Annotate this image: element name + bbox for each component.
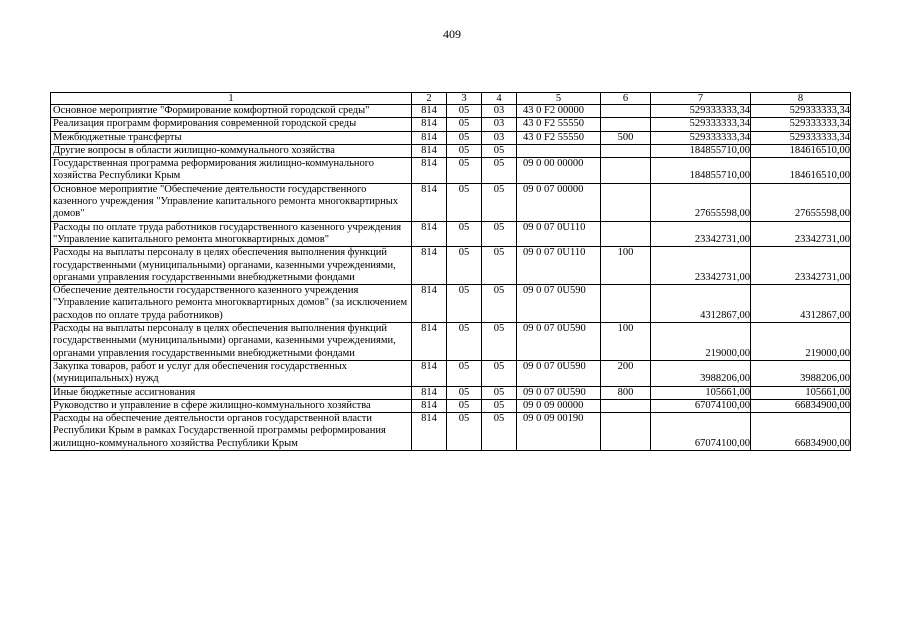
row-name: Реализация программ формирования современной городской среды bbox=[51, 118, 412, 131]
row-target-code: 43 0 F2 55550 bbox=[517, 131, 601, 144]
row-sum-1: 23342731,00 bbox=[651, 247, 751, 285]
row-section: 05 bbox=[447, 105, 482, 118]
row-section: 05 bbox=[447, 183, 482, 221]
row-section: 05 bbox=[447, 285, 482, 323]
column-header: 4 bbox=[482, 93, 517, 105]
row-sum-1: 529333333,34 bbox=[651, 131, 751, 144]
column-header: 8 bbox=[751, 93, 851, 105]
row-ministry: 814 bbox=[412, 158, 447, 184]
column-header: 5 bbox=[517, 93, 601, 105]
row-name: Иные бюджетные ассигнования bbox=[51, 386, 412, 399]
row-section: 05 bbox=[447, 413, 482, 451]
row-sum-2: 529333333,34 bbox=[751, 131, 851, 144]
row-expense-type bbox=[601, 183, 651, 221]
row-section: 05 bbox=[447, 118, 482, 131]
row-sum-2: 219000,00 bbox=[751, 323, 851, 361]
table-row bbox=[51, 105, 851, 118]
row-name: Закупка товаров, работ и услуг для обеспечения государственных (муниципальных) нужд bbox=[51, 360, 412, 386]
row-ministry: 814 bbox=[412, 323, 447, 361]
row-name: Основное мероприятие "Обеспечение деятельности государственного казенного учреждения "Управление капитального ремонта многоквартирных домов" bbox=[51, 183, 412, 221]
row-sum-2: 23342731,00 bbox=[751, 247, 851, 285]
row-name: Обеспечение деятельности государственного казенного учреждения "Управление капитального ремонта многоквартирных домов" (за исключением расходов по оплате труда работников) bbox=[51, 285, 412, 323]
row-section: 05 bbox=[447, 144, 482, 157]
row-subsection: 05 bbox=[482, 183, 517, 221]
row-ministry: 814 bbox=[412, 413, 447, 451]
row-ministry: 814 bbox=[412, 360, 447, 386]
row-expense-type bbox=[601, 285, 651, 323]
row-section: 05 bbox=[447, 360, 482, 386]
row-name: Расходы на обеспечение деятельности органов государственной власти Республики Крым в рамках Государственной программы реформирования жилищно-коммунального хозяйства Республики Крым bbox=[51, 413, 412, 451]
table-row bbox=[51, 285, 851, 323]
row-name: Межбюджетные трансферты bbox=[51, 131, 412, 144]
row-target-code: 09 0 07 0U590 bbox=[517, 285, 601, 323]
row-sum-2: 184616510,00 bbox=[751, 144, 851, 157]
row-sum-1: 27655598,00 bbox=[651, 183, 751, 221]
row-ministry: 814 bbox=[412, 247, 447, 285]
row-expense-type bbox=[601, 144, 651, 157]
row-ministry: 814 bbox=[412, 399, 447, 412]
table-row bbox=[51, 183, 851, 221]
row-section: 05 bbox=[447, 131, 482, 144]
row-expense-type bbox=[601, 221, 651, 247]
row-sum-2: 184616510,00 bbox=[751, 158, 851, 184]
row-sum-1: 67074100,00 bbox=[651, 413, 751, 451]
row-section: 05 bbox=[447, 247, 482, 285]
page-number: 409 bbox=[443, 27, 461, 41]
row-expense-type bbox=[601, 105, 651, 118]
row-target-code: 09 0 00 00000 bbox=[517, 158, 601, 184]
row-sum-1: 219000,00 bbox=[651, 323, 751, 361]
row-target-code: 09 0 09 00000 bbox=[517, 399, 601, 412]
row-sum-2: 529333333,34 bbox=[751, 118, 851, 131]
row-expense-type bbox=[601, 413, 651, 451]
row-section: 05 bbox=[447, 158, 482, 184]
column-header: 1 bbox=[51, 93, 412, 105]
row-target-code: 09 0 07 0U590 bbox=[517, 360, 601, 386]
row-expense-type: 800 bbox=[601, 386, 651, 399]
row-subsection: 05 bbox=[482, 144, 517, 157]
row-subsection: 03 bbox=[482, 118, 517, 131]
row-sum-1: 184855710,00 bbox=[651, 144, 751, 157]
row-subsection: 03 bbox=[482, 105, 517, 118]
row-sum-1: 529333333,34 bbox=[651, 105, 751, 118]
row-target-code: 09 0 07 0U110 bbox=[517, 221, 601, 247]
table-row bbox=[51, 131, 851, 144]
column-header: 7 bbox=[651, 93, 751, 105]
row-section: 05 bbox=[447, 323, 482, 361]
row-ministry: 814 bbox=[412, 131, 447, 144]
table-row bbox=[51, 323, 851, 361]
row-subsection: 05 bbox=[482, 399, 517, 412]
table-row bbox=[51, 221, 851, 247]
table-row bbox=[51, 247, 851, 285]
table-row bbox=[51, 399, 851, 412]
row-expense-type bbox=[601, 118, 651, 131]
row-ministry: 814 bbox=[412, 386, 447, 399]
row-target-code: 09 0 07 0U110 bbox=[517, 247, 601, 285]
budget-table bbox=[50, 92, 851, 451]
row-target-code: 43 0 F2 55550 bbox=[517, 118, 601, 131]
row-sum-2: 66834900,00 bbox=[751, 399, 851, 412]
row-expense-type: 100 bbox=[601, 247, 651, 285]
table-row bbox=[51, 144, 851, 157]
row-sum-2: 4312867,00 bbox=[751, 285, 851, 323]
row-target-code: 09 0 07 0U590 bbox=[517, 323, 601, 361]
row-target-code: 09 0 07 00000 bbox=[517, 183, 601, 221]
row-sum-1: 184855710,00 bbox=[651, 158, 751, 184]
row-target-code: 09 0 07 0U590 bbox=[517, 386, 601, 399]
row-name: Расходы по оплате труда работников государственного казенного учреждения "Управление капитального ремонта многоквартирных домов" bbox=[51, 221, 412, 247]
row-ministry: 814 bbox=[412, 105, 447, 118]
table-row bbox=[51, 118, 851, 131]
row-ministry: 814 bbox=[412, 144, 447, 157]
row-target-code bbox=[517, 144, 601, 157]
row-ministry: 814 bbox=[412, 183, 447, 221]
row-expense-type: 500 bbox=[601, 131, 651, 144]
row-subsection: 05 bbox=[482, 221, 517, 247]
row-sum-1: 3988206,00 bbox=[651, 360, 751, 386]
table-body bbox=[51, 105, 851, 451]
row-ministry: 814 bbox=[412, 118, 447, 131]
column-header: 3 bbox=[447, 93, 482, 105]
table-row bbox=[51, 413, 851, 451]
row-sum-1: 23342731,00 bbox=[651, 221, 751, 247]
row-subsection: 05 bbox=[482, 413, 517, 451]
table-row bbox=[51, 360, 851, 386]
row-sum-2: 66834900,00 bbox=[751, 413, 851, 451]
row-sum-1: 529333333,34 bbox=[651, 118, 751, 131]
row-subsection: 05 bbox=[482, 323, 517, 361]
row-name: Государственная программа реформирования жилищно-коммунального хозяйства Республики Крым bbox=[51, 158, 412, 184]
row-sum-2: 23342731,00 bbox=[751, 221, 851, 247]
row-section: 05 bbox=[447, 221, 482, 247]
row-sum-2: 3988206,00 bbox=[751, 360, 851, 386]
row-expense-type bbox=[601, 158, 651, 184]
column-header: 6 bbox=[601, 93, 651, 105]
row-sum-2: 105661,00 bbox=[751, 386, 851, 399]
row-sum-1: 67074100,00 bbox=[651, 399, 751, 412]
row-section: 05 bbox=[447, 399, 482, 412]
row-sum-1: 4312867,00 bbox=[651, 285, 751, 323]
row-section: 05 bbox=[447, 386, 482, 399]
row-target-code: 43 0 F2 00000 bbox=[517, 105, 601, 118]
row-sum-2: 529333333,34 bbox=[751, 105, 851, 118]
row-subsection: 05 bbox=[482, 158, 517, 184]
row-name: Основное мероприятие "Формирование комфортной городской среды" bbox=[51, 105, 412, 118]
table-row bbox=[51, 158, 851, 184]
column-header: 2 bbox=[412, 93, 447, 105]
table-row bbox=[51, 386, 851, 399]
row-subsection: 05 bbox=[482, 386, 517, 399]
row-name: Расходы на выплаты персоналу в целях обеспечения выполнения функций государственными (муниципальными) органами, казенными учреждениями, органами управления государственными внебюджетными фондами bbox=[51, 247, 412, 285]
row-ministry: 814 bbox=[412, 285, 447, 323]
row-sum-1: 105661,00 bbox=[651, 386, 751, 399]
row-name: Руководство и управление в сфере жилищно-коммунального хозяйства bbox=[51, 399, 412, 412]
row-subsection: 05 bbox=[482, 247, 517, 285]
row-expense-type: 200 bbox=[601, 360, 651, 386]
row-subsection: 05 bbox=[482, 360, 517, 386]
row-name: Расходы на выплаты персоналу в целях обеспечения выполнения функций государственными (муниципальными) органами, казенными учреждениями, органами управления государственными внебюджетными фондами bbox=[51, 323, 412, 361]
row-target-code: 09 0 09 00190 bbox=[517, 413, 601, 451]
row-subsection: 05 bbox=[482, 285, 517, 323]
row-expense-type: 100 bbox=[601, 323, 651, 361]
row-name: Другие вопросы в области жилищно-коммунального хозяйства bbox=[51, 144, 412, 157]
row-expense-type bbox=[601, 399, 651, 412]
row-ministry: 814 bbox=[412, 221, 447, 247]
row-subsection: 03 bbox=[482, 131, 517, 144]
header-row bbox=[51, 93, 851, 105]
row-sum-2: 27655598,00 bbox=[751, 183, 851, 221]
